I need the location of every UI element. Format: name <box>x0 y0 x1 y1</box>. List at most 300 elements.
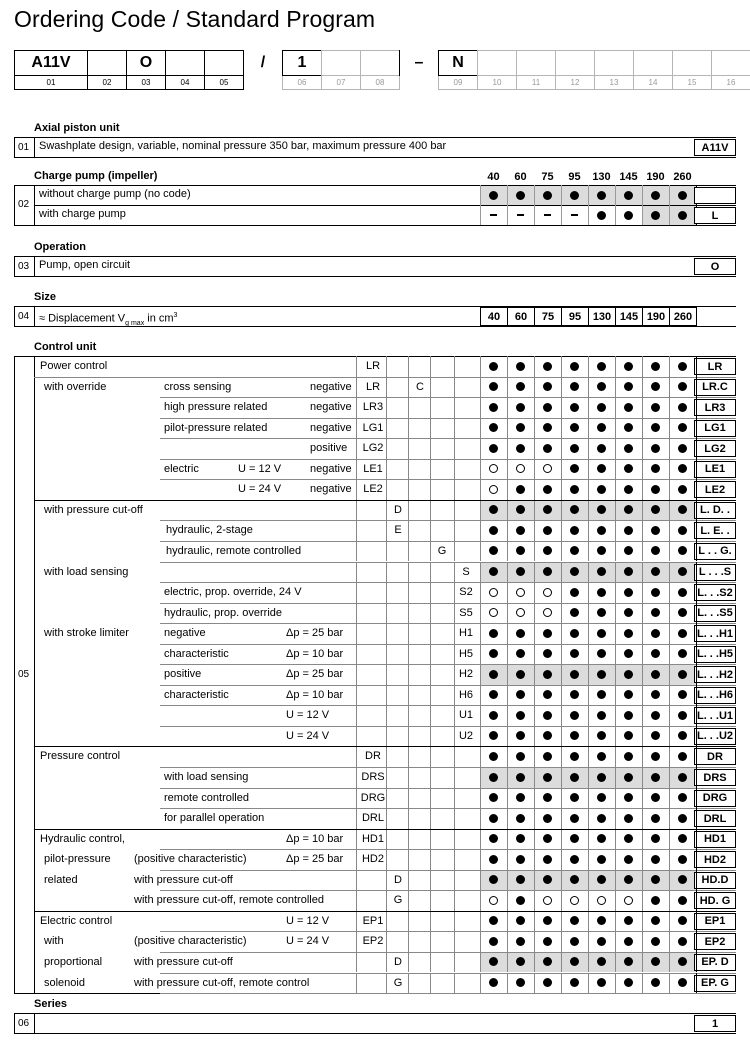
col-divider-code <box>696 911 697 932</box>
availability-dot-icon <box>516 444 525 453</box>
col-divider <box>642 746 643 767</box>
availability-dot-icon <box>516 793 525 802</box>
code-position-14 <box>555 50 595 76</box>
col-divider <box>642 438 643 459</box>
availability-dot-icon <box>489 916 498 925</box>
control-code: EP2 <box>694 933 736 950</box>
col-divider <box>561 541 562 562</box>
availability-dot-icon <box>678 211 687 220</box>
col-divider-code <box>696 459 697 480</box>
col-divider <box>480 397 481 418</box>
col-divider <box>669 562 670 583</box>
col-divider <box>386 849 387 870</box>
control-symbol <box>669 520 696 540</box>
control-symbol <box>507 767 534 787</box>
availability-dot-icon <box>570 937 579 946</box>
availability-dot-icon <box>597 690 606 699</box>
col-divider <box>386 870 387 891</box>
availability-dot-icon <box>651 875 660 884</box>
control-code: L. D. . <box>694 502 736 519</box>
control-row-label: electric, prop. override, 24 V <box>164 586 302 599</box>
availability-dot-icon <box>678 670 687 679</box>
availability-dot-icon <box>543 752 552 761</box>
control-code: L . . G. <box>694 543 736 560</box>
availability-dot-icon <box>597 567 606 576</box>
control-row-label: with <box>44 935 64 948</box>
col-divider <box>588 849 589 870</box>
code-position-6: / <box>243 50 283 76</box>
control-symbol <box>480 582 507 602</box>
control-row-label: U = 24 V <box>286 729 330 742</box>
col-divider <box>507 705 508 726</box>
availability-dot-icon <box>543 978 552 987</box>
col-divider <box>386 767 387 788</box>
col-divider <box>454 973 455 994</box>
col-divider <box>642 808 643 829</box>
control-symbol <box>480 808 507 828</box>
col-divider <box>430 849 431 870</box>
col-divider <box>588 973 589 994</box>
col-divider <box>561 397 562 418</box>
control-symbol <box>669 705 696 725</box>
code-o: O <box>694 258 736 275</box>
control-symbol <box>507 849 534 869</box>
position-label-05: 05 <box>204 76 244 90</box>
col-divider <box>588 890 589 911</box>
col-divider <box>615 685 616 706</box>
col-divider <box>386 356 387 377</box>
col-divider <box>588 459 589 480</box>
col-divider <box>534 520 535 541</box>
col-divider <box>480 205 481 225</box>
availability-open-circle-icon <box>624 896 633 905</box>
col-divider <box>356 767 357 788</box>
charge-symbol <box>561 185 588 205</box>
availability-dot-icon <box>489 937 498 946</box>
availability-dot-icon <box>570 505 579 514</box>
col-divider <box>386 644 387 665</box>
control-symbol <box>615 746 642 766</box>
availability-open-circle-icon <box>543 896 552 905</box>
control-symbol <box>588 582 615 602</box>
col-divider <box>386 746 387 767</box>
control-symbol <box>534 746 561 766</box>
control-row-label: negative <box>164 627 206 640</box>
col-divider <box>561 726 562 747</box>
control-code: L. . .S2 <box>694 584 736 601</box>
control-row-label: U = 12 V <box>286 709 330 722</box>
size-header-130: 130 <box>592 171 611 183</box>
availability-dot-icon <box>570 957 579 966</box>
col-divider <box>386 438 387 459</box>
control-symbol <box>669 664 696 684</box>
col-divider <box>669 705 670 726</box>
section-title-size: Size <box>34 291 57 303</box>
control-code: DRS <box>694 769 736 786</box>
control-symbol <box>534 562 561 582</box>
col-divider <box>534 664 535 685</box>
control-row-label: Δp = 25 bar <box>286 627 344 640</box>
col-divider <box>561 644 562 665</box>
control-symbol <box>669 603 696 623</box>
charge-bottom-line <box>14 225 736 226</box>
col-divider <box>561 438 562 459</box>
availability-dot-icon <box>624 711 633 720</box>
control-symbol <box>561 726 588 746</box>
availability-dot-icon <box>570 403 579 412</box>
availability-dot-icon <box>651 731 660 740</box>
control-symbol <box>615 973 642 993</box>
col-divider <box>507 911 508 932</box>
col-divider <box>588 541 589 562</box>
code-position-2 <box>87 50 127 76</box>
control-symbol <box>669 541 696 561</box>
control-symbol <box>642 911 669 931</box>
control-symbol <box>480 664 507 684</box>
col-divider <box>480 973 481 994</box>
col-divider <box>454 582 455 603</box>
control-symbol <box>642 397 669 417</box>
availability-dot-icon <box>678 423 687 432</box>
control-row-label: Δp = 25 bar <box>286 853 344 866</box>
charge-symbol <box>480 185 507 205</box>
control-code: LR <box>694 358 736 375</box>
control-symbol <box>642 438 669 458</box>
availability-dot-icon <box>516 649 525 658</box>
control-symbol <box>669 849 696 869</box>
availability-dot-icon <box>597 191 606 200</box>
control-symbol <box>615 952 642 972</box>
col-divider <box>642 356 643 377</box>
col-divider <box>561 931 562 952</box>
availability-dot-icon <box>678 382 687 391</box>
col-divider <box>642 973 643 994</box>
availability-dot-icon <box>516 382 525 391</box>
col-divider <box>507 890 508 911</box>
control-symbol <box>534 500 561 520</box>
control-symbol <box>588 829 615 849</box>
col-divider <box>507 541 508 562</box>
col-divider <box>615 418 616 439</box>
availability-dot-icon <box>678 773 687 782</box>
control-code: L . . .S <box>694 564 736 581</box>
col-divider <box>642 931 643 952</box>
col-divider <box>561 849 562 870</box>
col-divider <box>454 541 455 562</box>
control-code: EP. D <box>694 954 736 971</box>
control-symbol <box>669 397 696 417</box>
control-symbol <box>480 397 507 417</box>
col-divider <box>430 767 431 788</box>
availability-dot-icon <box>543 834 552 843</box>
col-divider <box>561 356 562 377</box>
col-divider <box>642 479 643 500</box>
col-divider <box>588 726 589 747</box>
control-symbol <box>561 788 588 808</box>
control-symbol <box>642 603 669 623</box>
position-label-01: 01 <box>14 76 88 90</box>
col-divider <box>588 931 589 952</box>
col-divider <box>588 562 589 583</box>
availability-dot-icon <box>651 937 660 946</box>
availability-dot-icon <box>597 444 606 453</box>
availability-dot-icon <box>516 916 525 925</box>
availability-dot-icon <box>651 588 660 597</box>
col-divider <box>480 185 481 205</box>
col-divider <box>615 849 616 870</box>
control-symbol <box>507 459 534 479</box>
control-symbol <box>534 726 561 746</box>
control-symbol <box>480 829 507 849</box>
col-divider <box>615 479 616 500</box>
control-symbol <box>480 931 507 951</box>
control-symbol <box>561 582 588 602</box>
col-divider <box>642 726 643 747</box>
control-symbol <box>507 520 534 540</box>
col-divider <box>669 438 670 459</box>
availability-dot-icon <box>570 793 579 802</box>
col-divider <box>408 418 409 439</box>
control-symbol <box>507 356 534 376</box>
col-divider <box>454 500 455 521</box>
option-letter: LG2 <box>362 442 384 455</box>
control-row-label: remote controlled <box>164 791 249 804</box>
option-letter: EP1 <box>362 914 384 927</box>
col-divider <box>507 644 508 665</box>
availability-dot-icon <box>570 567 579 576</box>
col-divider <box>615 726 616 747</box>
control-code: HD1 <box>694 831 736 848</box>
availability-dot-icon <box>543 690 552 699</box>
col-divider <box>561 520 562 541</box>
control-code: L. . .H2 <box>694 666 736 683</box>
control-symbol <box>480 973 507 993</box>
col-divider-code <box>696 644 697 665</box>
col-divider <box>356 623 357 644</box>
availability-dot-icon <box>624 485 633 494</box>
col-divider <box>507 479 508 500</box>
availability-dot-icon <box>624 211 633 220</box>
availability-dot-icon <box>489 690 498 699</box>
col-divider <box>615 205 616 225</box>
availability-dot-icon <box>651 957 660 966</box>
option-letter: D <box>394 873 402 886</box>
col-divider <box>507 726 508 747</box>
charge-symbol <box>615 205 642 225</box>
col-divider <box>480 500 481 521</box>
control-symbol <box>615 870 642 890</box>
col-divider <box>356 705 357 726</box>
control-symbol <box>561 623 588 643</box>
availability-dot-icon <box>678 362 687 371</box>
col-divider <box>454 418 455 439</box>
col-divider <box>408 746 409 767</box>
availability-dot-icon <box>678 485 687 494</box>
code-series-1: 1 <box>694 1015 736 1032</box>
control-symbol <box>669 356 696 376</box>
col-divider <box>561 664 562 685</box>
control-symbol <box>507 438 534 458</box>
availability-dot-icon <box>570 711 579 720</box>
availability-dot-icon <box>570 773 579 782</box>
col-divider <box>669 870 670 891</box>
control-symbol <box>561 767 588 787</box>
col-divider <box>454 459 455 480</box>
code-position-3: O <box>126 50 166 76</box>
option-letter: H6 <box>458 688 474 701</box>
control-symbol <box>561 808 588 828</box>
control-symbol <box>480 911 507 931</box>
col-divider <box>386 931 387 952</box>
control-symbol <box>561 746 588 766</box>
control-symbol <box>480 788 507 808</box>
col-divider <box>356 603 357 624</box>
control-symbol <box>615 459 642 479</box>
availability-dot-icon <box>678 464 687 473</box>
col-divider <box>408 829 409 850</box>
control-row-label: high pressure related <box>164 401 268 414</box>
control-symbol <box>588 890 615 910</box>
availability-dot-icon <box>597 608 606 617</box>
col-divider <box>386 623 387 644</box>
availability-dot-icon <box>543 814 552 823</box>
availability-open-circle-icon <box>543 588 552 597</box>
col-divider <box>588 500 589 521</box>
col-divider <box>534 767 535 788</box>
control-code: L. . .H6 <box>694 687 736 704</box>
availability-dot-icon <box>516 567 525 576</box>
availability-dot-icon <box>543 916 552 925</box>
availability-dot-icon <box>597 937 606 946</box>
position-label-13: 13 <box>594 76 634 90</box>
control-symbol <box>669 685 696 705</box>
col-divider <box>615 623 616 644</box>
col-divider <box>386 500 387 521</box>
availability-dot-icon <box>651 567 660 576</box>
control-symbol <box>507 870 534 890</box>
availability-dot-icon <box>597 855 606 864</box>
control-code: LG2 <box>694 440 736 457</box>
control-symbol <box>534 952 561 972</box>
control-symbol <box>480 849 507 869</box>
control-symbol <box>534 849 561 869</box>
col-divider <box>507 685 508 706</box>
availability-dot-icon <box>489 444 498 453</box>
control-symbol <box>534 438 561 458</box>
position-label-12: 12 <box>555 76 595 90</box>
col-divider <box>615 644 616 665</box>
col-divider <box>430 973 431 994</box>
col-divider <box>669 603 670 624</box>
col-divider <box>642 870 643 891</box>
availability-dot-icon <box>489 362 498 371</box>
availability-dot-icon <box>543 526 552 535</box>
control-code: L. E. . <box>694 522 736 539</box>
col-divider <box>642 562 643 583</box>
code-position-8 <box>321 50 361 76</box>
col-divider <box>642 418 643 439</box>
option-letter: LR <box>365 380 381 393</box>
col-divider <box>408 788 409 809</box>
availability-dot-icon <box>489 403 498 412</box>
availability-dot-icon <box>543 773 552 782</box>
col-divider <box>386 705 387 726</box>
col-divider <box>534 438 535 459</box>
col-divider-code <box>696 438 697 459</box>
control-symbol <box>561 973 588 993</box>
col-divider <box>534 377 535 398</box>
control-code: L. . .U2 <box>694 728 736 745</box>
col-divider <box>454 644 455 665</box>
control-symbol <box>561 603 588 623</box>
control-symbol <box>669 644 696 664</box>
availability-dot-icon <box>651 423 660 432</box>
control-row-label: hydraulic, prop. override <box>164 606 283 619</box>
col-divider <box>588 788 589 809</box>
col-divider <box>669 829 670 850</box>
col-divider <box>534 705 535 726</box>
control-symbol <box>615 808 642 828</box>
availability-dot-icon <box>597 752 606 761</box>
col-divider <box>561 205 562 225</box>
col-divider <box>615 541 616 562</box>
charge-left-line <box>14 185 15 225</box>
col-divider <box>480 788 481 809</box>
size-header-60: 60 <box>514 171 527 183</box>
availability-open-circle-icon <box>516 464 525 473</box>
availability-dot-icon <box>678 629 687 638</box>
col-divider <box>615 808 616 829</box>
control-symbol <box>642 418 669 438</box>
size-header-145: 145 <box>619 171 638 183</box>
col-divider <box>408 397 409 418</box>
col-divider <box>408 356 409 377</box>
col-divider <box>356 438 357 459</box>
control-symbol <box>669 973 696 993</box>
control-symbol <box>507 562 534 582</box>
col-divider-code <box>696 890 697 911</box>
control-symbol <box>507 685 534 705</box>
col-divider <box>615 520 616 541</box>
col-divider <box>507 397 508 418</box>
group-line <box>34 911 736 912</box>
option-letter: H1 <box>458 627 474 640</box>
control-symbol <box>507 952 534 972</box>
col-divider <box>386 829 387 850</box>
col-divider <box>669 479 670 500</box>
option-letter: S <box>462 565 470 578</box>
control-symbol <box>588 952 615 972</box>
col-divider <box>534 459 535 480</box>
availability-dot-icon <box>597 834 606 843</box>
control-symbol <box>588 849 615 869</box>
availability-dot-icon <box>516 855 525 864</box>
control-symbol <box>561 870 588 890</box>
availability-dot-icon <box>570 526 579 535</box>
availability-dot-icon <box>516 191 525 200</box>
control-symbol <box>588 911 615 931</box>
col-divider <box>588 582 589 603</box>
col-divider <box>454 603 455 624</box>
col-divider <box>356 952 357 973</box>
control-symbol <box>669 582 696 602</box>
col-divider <box>454 931 455 952</box>
availability-dot-icon <box>624 855 633 864</box>
availability-dot-icon <box>678 937 687 946</box>
position-label-10: 10 <box>477 76 517 90</box>
col-divider <box>386 520 387 541</box>
availability-dot-icon <box>651 649 660 658</box>
